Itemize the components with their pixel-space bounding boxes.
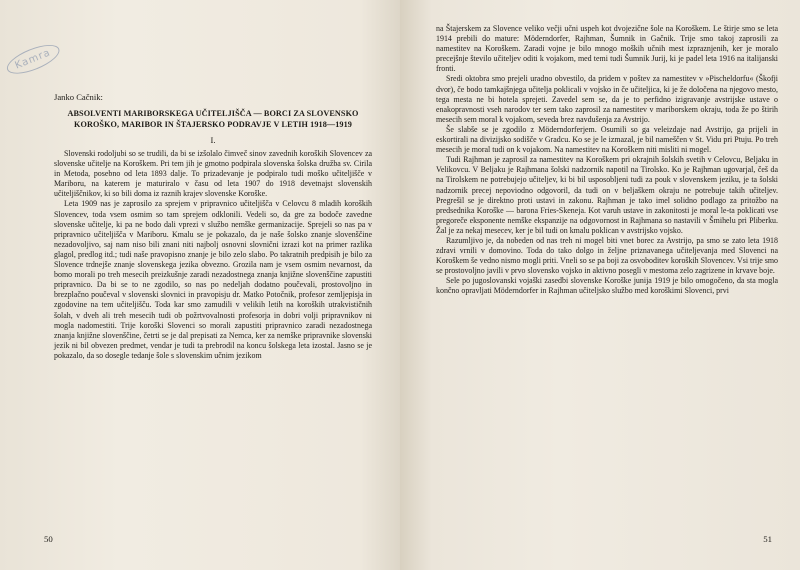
left-body — [54, 149, 372, 361]
page-number-left: 50 — [44, 534, 53, 544]
article-author: Janko Cačnik: — [54, 92, 103, 102]
library-stamp: Kamra — [3, 30, 88, 88]
paragraph: na Štajerskem za Slovence veliko večji učni uspeh kot dvojezične šole na Koroškem. Le štirje smo se leta 1914 prebili do mature: Möderndorfer, Rajhman, Šumnik in Gačnik. Trije smo takoj zaprosili za namestitev na Koroškem. Zaradi vojne je bilo mnogo moških učnih mest izpraznjenih, ker je moralo precejšnje število učiteljev oditi k vojakom, med temi tudi Šumnik Jurij, ki je padel leta 1916 na italijanski fronti. — [436, 24, 778, 74]
article-title: ABSOLVENTI MARIBORSKEGA UČITELJIŠČA — BORCI ZA SLOVENSKO KOROŠKO, MARIBOR IN ŠTAJERSKO PODRAVJE V LETIH 1918—1919 — [67, 109, 359, 129]
paragraph: Sredi oktobra smo prejeli uradno obvestilo, da pridem v poštev za namestitev v »Pischeldorfu« (Škofji dvor), če bodo tamkajšnjega učitelja poklicali v vojsko in če učiteljica, ki je že določena na njegovo mesto, tega mesta ne bi hotela sprejeti. Zavedel sem se, da je to perfidno izigravanje avstrijske ustave o enakopravnosti vseh narodov ter sem tako zaprosil za namestitev v mariborskem okraju, toda že po štirih mesecih sem moral k vojakom, seveda brez navdušenja za Avstrijo. — [436, 74, 778, 124]
right-page — [400, 0, 800, 570]
paragraph: Razumljivo je, da nobeden od nas treh ni mogel biti vnet borec za Avstrijo, pa smo se zato leta 1918 zdravi vrnili v domovino. Toda do tako dolgo in željne priznavanega učiteljevanja med Slovenci na Koroškem še vedno nismo mogli priti. Vneli so se pa boji za osvoboditev koroških Slovencev. Vsi trije smo se prostovoljno javili v prvo slovensko vojsko in aktivno posegli v mestoma zelo zagrizene in krvave boje. — [436, 235, 779, 276]
section-number: I. — [210, 135, 216, 145]
paragraph: Leta 1909 nas je zaprosilo za sprejem v pripravnico učiteljišča v Celovcu 8 mladih koroških Slovencev, toda vsem osmim so tam sprejem odklonili. Vedeli so, da gre za bodoče zavedne slovenske učitelje, ki pa ne bodo dali vprezi v službo nemške germanizacije. Sprejeli so nas pa v pripravnico učiteljišča v Mariboru. Kmalu se je pokazalo, da je naše šolsko znanje slovenščine nezadovoljivo, saj nam niso bili znani niti najbolj osnovni slovnični izrazi kot na primer razlika glagol, predlog itd.; tudi naše pravopisno znanje je bilo zelo slabo. Po takratnih predpisih je bilo za Slovence trdnejše znanje slovenskega jezika obvezno. Grozila nam je vsem osmim nevarnost, da bomo morali po treh mesecih preizkušnje zaradi nezadostnega znanja knjižne slovenščine zapustiti pripravnico. Da bi se to ne zgodilo, so nas po nedeljah dodatno poučevali, prostovoljno in brezplačno poučeval v slovenski slovnici in pravopisju dr. Matko Potočnik, profesor zemljepisja in zgodovine na tem učiteljišču. Toda kar smo zamudili v velikih letih na koroških utrakvističnih šolah, v dveh ali treh mesecih tudi ob požrtvovalnosti profesorja in dobri volji pripravnikov ni mogla nadomestiti. Trije koroški Slovenci so morali zapustiti pripravnico zaradi nezadostnega znanja knjižne slovenščine, četrti se je dal prepisati za Nemca, ker za nemške pripravnike slovenski jezik ni bil obvezen predmet, vendar je tudi ta prebrodil na koncu šolskega leta izostal. Jasno se je pokazalo, da so dosegle tedanje šole s slovenskim učnim jezikom — [54, 199, 372, 360]
paragraph: Tudi Rajhman je zaprosil za namestitev na Koroškem pri okrajnih šolskih svetih v Celovcu, Beljaku in Velikovcu. V Beljaku je Rajhmana šolski nadzornik napotil na Tirolsko. Ko je Rajhman ugovarjal, češ da na Tirolskem ne potrebujejo učiteljev, ki bi bil usposobljeni tudi za pouk v slovenskem jeziku, je ta šolski nadzornik precej nepoviodno odgovoril, da tudi on v beljaškem okraju ne potrebuje takih učiteljev. Pregrešil se je direktno proti ustavi in zakonu. Rajhman je tako imel solidno podlago za pritožbo na predsednika Koroške — barona Fries-Skeneja. Kot varuh ustave in zakonitosti je moral le-ta poklicati vse pregoreče eksponente nemške ekspanzije na odgovornost in Rajhmana so nastavili v Šmihelu pri Pliberku. Žal je za nekaj mesecev, ker je bil tudi on kmalu poklican v avstrijsko vojsko. — [436, 155, 778, 235]
page-number-right: 51 — [763, 534, 772, 544]
paragraph: Še slabše se je zgodilo z Möderndorferjem. Osumili so ga veleizdaje nad Avstrijo, ga prijeli in eskortirali na divizijsko sodišče v Gradcu. Ko se je le izmazal, je bil nameščen v St. Vidu pri Ptuju. Po treh mesecih je moral tudi on k vojakom. Na namestitev na Koroškem niti misliti ni mogel. — [436, 124, 778, 155]
paragraph: Sele po jugoslovanski vojaški zasedbi slovenske Koroške junija 1919 je bilo omogočeno, da sta mogla končno opravljati Möderndorfer in Rajhman učiteljsko službo med koroškimi Slovenci, prvi — [436, 276, 778, 296]
paragraph: Slovenski rodoljubi so se trudili, da bi se izšolalo čimveč sinov zavednih koroških Slovencev za slovenske učitelje na Koroškem. Pri tem jih je gmotno podpirala slovenska šolska družba sv. Cirila in Metoda, posebno od leta 1893 dalje. To prizadevanje je podpiralo tudi moško učiteljišče v Mariboru, na katerem je maturiralo v času od leta 1907 do 1918 devetnajst slovenskih učiteljiščnikov, ki so bili doma iz raznih krajev slovenske Koroške. — [54, 149, 372, 199]
right-body — [436, 24, 778, 297]
